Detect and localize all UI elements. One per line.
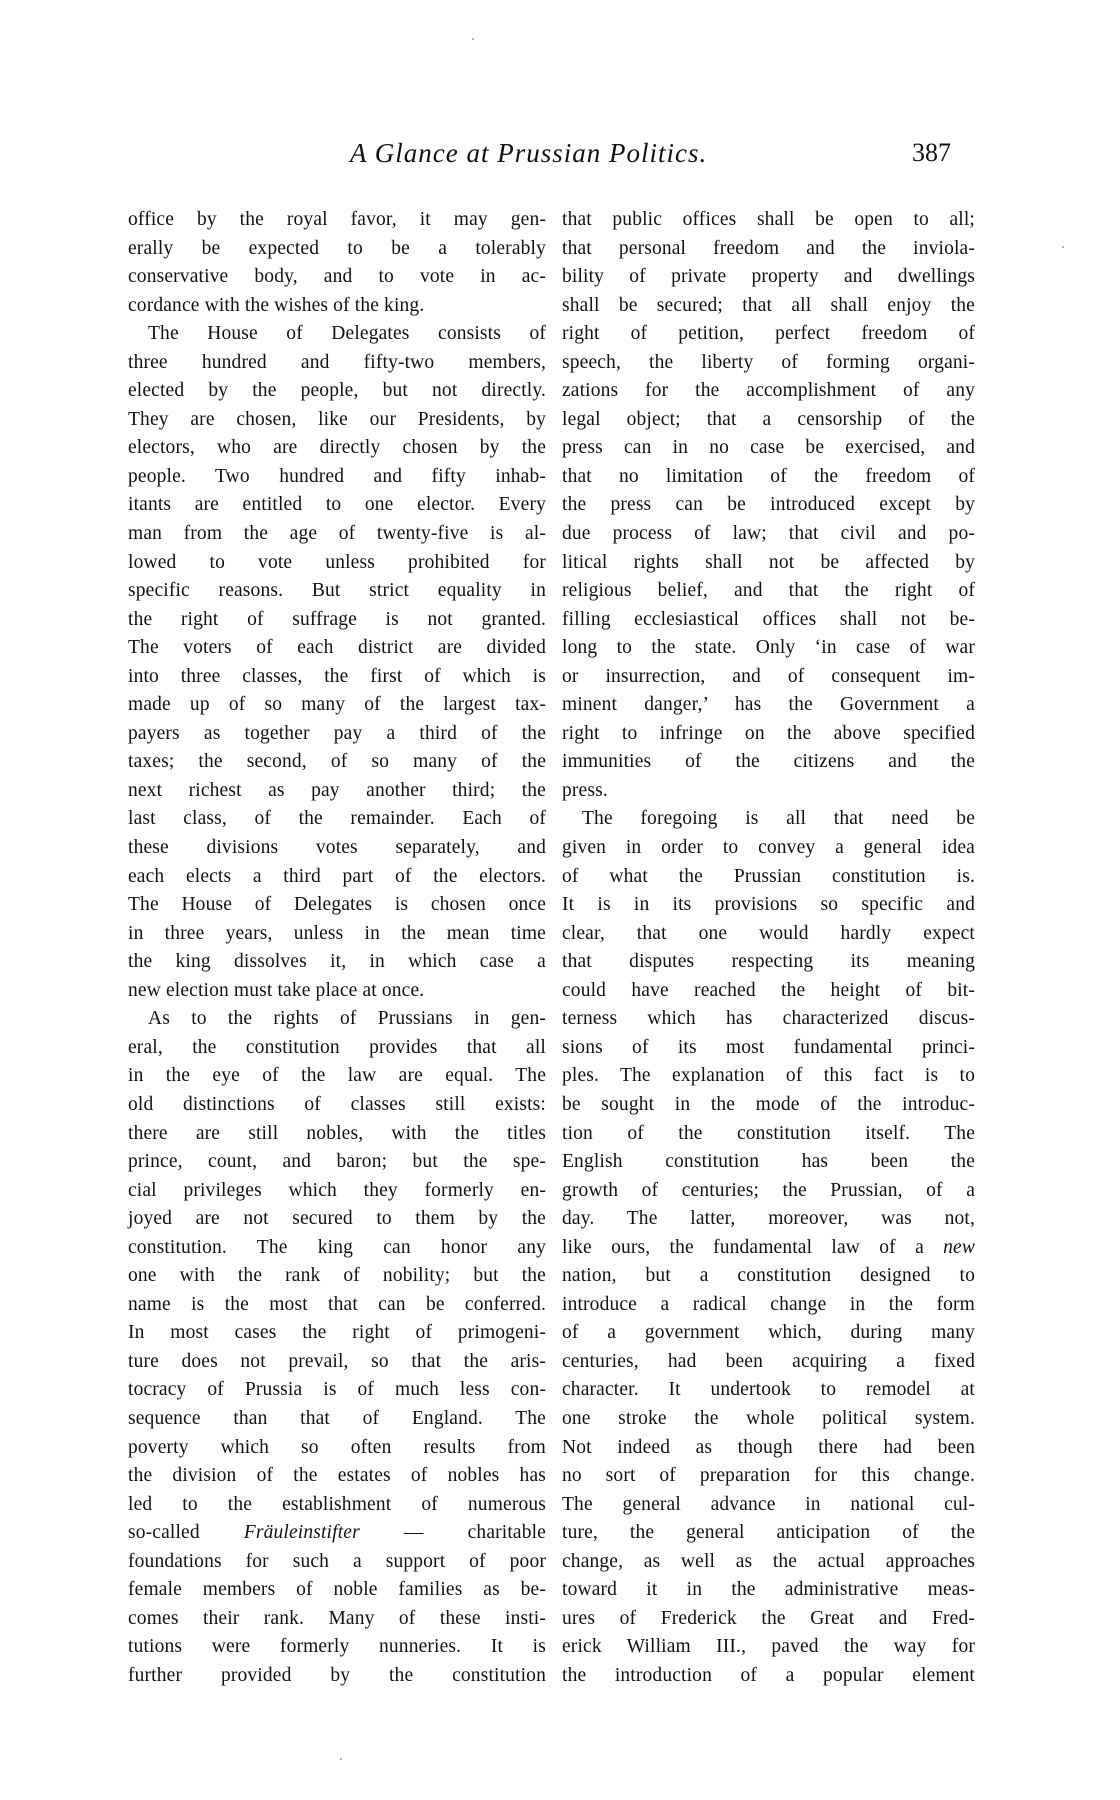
italic-term: new [943, 1236, 975, 1258]
text-line: lowed to vote unless prohibited for [128, 551, 546, 573]
text-line: clear, that one would hardly expect [562, 922, 975, 944]
text-line: The foregoing is all that need be [582, 808, 975, 830]
text-line: tion of the constitution itself. The [562, 1122, 975, 1144]
text-line: religious belief, and that the right of [562, 580, 975, 602]
text-line: constitution. The king can honor any [128, 1236, 546, 1258]
text-line: next richest as pay another third; the [128, 779, 546, 801]
text-line: sequence than that of England. The [128, 1407, 546, 1429]
text-line: The voters of each district are divided [128, 637, 546, 659]
text-line: tocracy of Prussia is of much less con- [128, 1379, 546, 1401]
text-line: specific reasons. But strict equality in [128, 580, 546, 602]
text-line: the right of suffrage is not granted. [128, 608, 546, 630]
text-line: these divisions votes separately, and [128, 837, 546, 859]
text-line: press can in no case be exercised, and [562, 437, 975, 459]
text-line: that disputes respecting its meaning [562, 951, 975, 973]
text-line: bility of private property and dwellings [562, 266, 975, 288]
text-line: The House of Delegates is chosen once [128, 894, 546, 916]
text-line: given in order to convey a general idea [562, 837, 975, 859]
text-line: The general advance in national cul- [562, 1493, 975, 1515]
text-line: In most cases the right of primogeni- [128, 1322, 546, 1344]
text-line: new election must take place at once. [128, 979, 425, 1001]
text-line: ture does not prevail, so that the aris- [128, 1350, 546, 1372]
text-line: due process of law; that civil and po- [562, 523, 975, 545]
italic-term: Fräuleinstifter [243, 1522, 360, 1544]
text-line: ture, the general anticipation of the [562, 1522, 975, 1544]
text-line: character. It undertook to remodel at [562, 1379, 975, 1401]
text-line: nation, but a constitution designed to [562, 1265, 975, 1287]
text-line: poverty which so often results from [128, 1436, 546, 1458]
scan-speck [1062, 246, 1064, 248]
text-line: that personal freedom and the inviola- [562, 237, 975, 259]
text-line: the introduction of a popular element [562, 1664, 975, 1686]
text-line: English constitution has been the [562, 1151, 975, 1173]
text-line: of what the Prussian constitution is. [562, 865, 975, 887]
text-segment: like ours, the fundamental law of a [562, 1236, 944, 1258]
text-line [562, 1234, 975, 1263]
text-line: the press can be introduced except by [562, 494, 975, 516]
text-line: eral, the constitution provides that all [128, 1036, 546, 1058]
text-line: led to the establishment of numerous [128, 1493, 546, 1515]
right-column [562, 206, 975, 1690]
text-line: immunities of the citizens and the [562, 751, 975, 773]
text-line: electors, who are directly chosen by the [128, 437, 546, 459]
text-line: conservative body, and to vote in ac- [128, 266, 546, 288]
text-line: the division of the estates of nobles has [128, 1465, 546, 1487]
text-line: made up of so many of the largest tax- [128, 694, 546, 716]
text-line: The House of Delegates consists of [148, 323, 546, 345]
text-line: man from the age of twenty-five is al- [128, 523, 546, 545]
page-header [0, 138, 1120, 178]
text-line: payers as together pay a third of the [128, 722, 546, 744]
text-line: no sort of preparation for this change. [562, 1465, 975, 1487]
text-line: female members of noble families as be- [128, 1579, 546, 1601]
text-line: They are chosen, like our Presidents, by [128, 408, 546, 430]
text-line: speech, the liberty of forming organi- [562, 351, 975, 373]
text-line [128, 1519, 546, 1548]
text-line: each elects a third part of the electors. [128, 865, 546, 887]
text-line: shall be secured; that all shall enjoy the [562, 294, 975, 316]
text-line: cordance with the wishes of the king. [128, 294, 425, 316]
text-line: long to the state. Only ‘in case of war [562, 637, 975, 659]
text-line: right to infringe on the above specified [562, 722, 975, 744]
text-line: itants are entitled to one elector. Every [128, 494, 546, 516]
text-line: elected by the people, but not directly. [128, 380, 546, 402]
text-line: filling ecclesiastical offices shall not be- [562, 608, 975, 630]
text-line: growth of centuries; the Prussian, of a [562, 1179, 975, 1201]
text-line: comes their rank. Many of these insti- [128, 1607, 546, 1629]
text-line: ures of Frederick the Great and Fred- [562, 1607, 975, 1629]
text-line: cial privileges which they formerly en- [128, 1179, 546, 1201]
text-line: joyed are not secured to them by the [128, 1208, 546, 1230]
text-line: of a government which, during many [562, 1322, 975, 1344]
text-line: change, as well as the actual approaches [562, 1550, 975, 1572]
left-column [128, 206, 546, 1690]
text-line: prince, count, and baron; but the spe- [128, 1151, 546, 1173]
text-line: It is in its provisions so specific and [562, 894, 975, 916]
running-title: A Glance at Prussian Politics. [350, 138, 708, 168]
text-line: be sought in the mode of the introduc- [562, 1093, 975, 1115]
text-line: could have reached the height of bit- [562, 979, 975, 1001]
text-line: there are still nobles, with the titles [128, 1122, 546, 1144]
text-line: people. Two hundred and fifty inhab- [128, 465, 546, 487]
text-line: one with the rank of nobility; but the [128, 1265, 546, 1287]
text-line: the king dissolves it, in which case a [128, 951, 546, 973]
text-line: right of petition, perfect freedom of [562, 323, 975, 345]
text-line: press. [562, 779, 608, 801]
text-line: or insurrection, and of consequent im- [562, 665, 975, 687]
text-segment: so-called [128, 1522, 244, 1544]
text-line: old distinctions of classes still exists: [128, 1093, 546, 1115]
text-line: legal object; that a censorship of the [562, 408, 975, 430]
text-line: terness which has characterized discus- [562, 1008, 975, 1030]
text-line: erally be expected to be a tolerably [128, 237, 546, 259]
text-segment: — charitable [359, 1522, 546, 1544]
text-line: minent danger,’ has the Government a [562, 694, 975, 716]
text-line: last class, of the remainder. Each of [128, 808, 546, 830]
text-line: in the eye of the law are equal. The [128, 1065, 546, 1087]
text-line: into three classes, the first of which is [128, 665, 546, 687]
text-line: three hundred and fifty-two members, [128, 351, 546, 373]
text-line: introduce a radical change in the form [562, 1293, 975, 1315]
text-line: that no limitation of the freedom of [562, 465, 975, 487]
text-line: that public offices shall be open to all; [562, 209, 975, 230]
text-line: erick William III., paved the way for [562, 1636, 975, 1658]
text-line: As to the rights of Prussians in gen- [148, 1008, 546, 1030]
text-line: further provided by the constitution [128, 1664, 546, 1686]
text-line: name is the most that can be conferred. [128, 1293, 546, 1315]
text-line: foundations for such a support of poor [128, 1550, 546, 1572]
scan-speck [340, 1758, 342, 1760]
text-line: day. The latter, moreover, was not, [562, 1208, 975, 1230]
text-line: centuries, had been acquiring a fixed [562, 1350, 975, 1372]
page-number: 387 [912, 138, 951, 167]
text-line: office by the royal favor, it may gen- [128, 209, 546, 230]
text-line: toward it in the administrative meas- [562, 1579, 975, 1601]
text-line: in three years, unless in the mean time [128, 922, 546, 944]
text-line: litical rights shall not be affected by [562, 551, 975, 573]
scan-speck [472, 38, 474, 40]
text-line: one stroke the whole political system. [562, 1407, 975, 1429]
text-line: Not indeed as though there had been [562, 1436, 975, 1458]
text-line: tutions were formerly nunneries. It is [128, 1636, 546, 1658]
text-line: taxes; the second, of so many of the [128, 751, 546, 773]
text-line: sions of its most fundamental princi- [562, 1036, 975, 1058]
text-line: ples. The explanation of this fact is to [562, 1065, 975, 1087]
text-line: zations for the accomplishment of any [562, 380, 975, 402]
